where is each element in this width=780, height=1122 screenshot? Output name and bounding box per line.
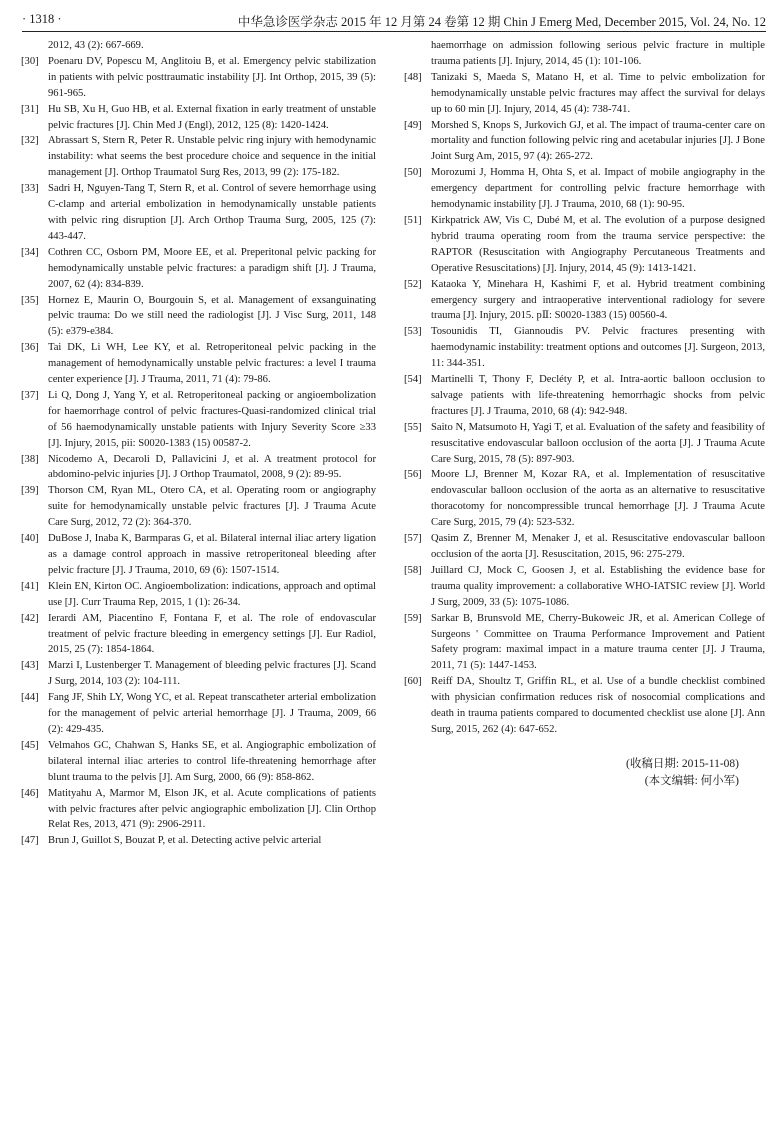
reference-number: [39]: [21, 485, 39, 497]
reference-item: [404, 563, 765, 611]
reference-item: [404, 70, 765, 118]
reference-number: [54]: [404, 374, 422, 386]
reference-continuation: haemorrhage on admission following serious pelvic fracture in multiple trauma patients [J]. Injury, 2014, 45 (1): 101-106.: [431, 40, 765, 67]
reference-text: Abrassart S, Stern R, Peter R. Unstable pelvic ring injury with hemodynamic instability: what seems the best procedure choice and sequence in the initial management [J]. Orthop Traumatol Surg Res, 2013, 99 (2): 175-182.: [48, 135, 376, 179]
reference-list: [21, 54, 376, 849]
reference-item: [21, 786, 376, 834]
reference-number: [31]: [21, 103, 39, 115]
reference-item: [404, 531, 765, 563]
reference-number: [33]: [21, 183, 39, 195]
reference-item: [21, 658, 376, 690]
reference-item: [404, 674, 765, 738]
reference-item: [404, 372, 765, 420]
reference-item: [21, 388, 376, 452]
reference-text: Moore LJ, Brenner M, Kozar RA, et al. Implementation of resuscitative endovascular balloon occlusion of the aorta as an alternative to resuscitative thoracotomy for noncompressible truncal hemorrhage [J]. J Trauma Acute Care Surg, 2015, 79 (4): 523-532.: [431, 469, 765, 529]
reference-number: [44]: [21, 692, 39, 704]
reference-number: [38]: [21, 453, 39, 465]
page-header: [22, 11, 766, 32]
reference-text: Poenaru DV, Popescu M, Anglitoiu B, et al. Emergency pelvic stabilization in patients with pelvic posttraumatic instability [J]. Int Orthop, 2015, 39 (5): 961-965.: [48, 55, 376, 99]
reference-text: Ierardi AM, Piacentino F, Fontana F, et al. The role of endovascular treatment of pelvic fracture bleeding in emergency settings [J]. Eur Radiol, 2015, 25 (7): 1854-1864.: [48, 612, 376, 656]
reference-item: [404, 118, 765, 166]
reference-text: Fang JF, Shih LY, Wong YC, et al. Repeat transcatheter arterial embolization for the management of pelvic arterial hemorrhage [J]. J Trauma, 2009, 66 (2): 429-435.: [48, 692, 376, 735]
reference-text: Juillard CJ, Mock C, Goosen J, et al. Establishing the evidence base for trauma quality improvement: a collaborative WHO-IATSIC review [J]. World J Surg, 2009, 33 (5): 1075-1086.: [431, 564, 765, 608]
reference-item: [404, 420, 765, 468]
reference-number: [47]: [21, 835, 39, 847]
reference-number: [45]: [21, 739, 39, 751]
reference-text: Tosounidis TI, Giannoudis PV. Pelvic fractures presenting with haemodynamic instability: treatment options and outcomes [J]. Surgeon, 2013, 11: 344-351.: [431, 326, 765, 370]
reference-number: [35]: [21, 294, 39, 306]
reference-text: Matityahu A, Marmor M, Elson JK, et al. Acute complications of patients with pelvic fractures after pelvic angiographic embolization [J]. Clin Orthop Relat Res, 2013, 471 (9): 2906-2911.: [48, 787, 376, 831]
reference-item: [21, 181, 376, 245]
reference-text: Marzi I, Lustenberger T. Management of bleeding pelvic fractures [J]. Scand J Surg, 2014, 103 (2): 104-111.: [48, 660, 376, 688]
reference-text: Qasim Z, Brenner M, Menaker J, et al. Resuscitative endovascular balloon occlusion of the aorta [J]. Resuscitation, 2015, 96: 275-279.: [431, 533, 765, 560]
reference-text: Li Q, Dong J, Yang Y, et al. Retroperitoneal packing or angioembolization for haemorrhage control of pelvic fractures-Quasi-randomized clinical trial of 56 haemodynamically unstable patients with Injury Severity Score ≥33 [J]. Injury, 2015, pii: S0020-1383 (15) 00587-2.: [48, 389, 376, 449]
reference-item: [21, 102, 376, 134]
reference-number: [53]: [404, 326, 422, 338]
reference-number: [56]: [404, 469, 422, 481]
reference-item: [21, 690, 376, 738]
reference-item: [404, 165, 765, 213]
reference-number: [51]: [404, 214, 422, 226]
reference-number: [40]: [21, 533, 39, 545]
right-column: [404, 38, 765, 790]
reference-text: Hornez E, Maurin O, Bourgouin S, et al. Management of exsanguinating pelvic trauma: Do we still need the radiologist [J]. J Visc Surg, 2011, 148 (5): e379-e384.: [48, 294, 376, 338]
reference-list: [404, 70, 765, 738]
reference-item: [404, 324, 765, 372]
reference-text: Brun J, Guillot S, Bouzat P, et al. Detecting active pelvic arterial: [48, 835, 322, 847]
reference-item: [21, 483, 376, 531]
reference-number: [37]: [21, 389, 39, 401]
reference-number: [48]: [404, 71, 422, 83]
reference-text: Tai DK, Li WH, Lee KY, et al. Retroperitoneal pelvic packing in the management of hemodynamically unstable pelvic fractures: a level I trauma center experience [J]. J Trauma, 2011, 71 (4): 79-86.: [48, 342, 376, 386]
reference-number: [34]: [21, 246, 39, 258]
reference-text: DuBose J, Inaba K, Barmparas G, et al. Bilateral internal iliac artery ligation as a damage control approach in massive retroperitoneal bleeding after pelvic fracture [J]. J Trauma, 2010, 69 (6): 1507-1514.: [48, 533, 376, 576]
reference-number: [36]: [21, 342, 39, 354]
reference-item: [21, 133, 376, 181]
reference-text: Kataoka Y, Minehara H, Kashimi F, et al. Hybrid treatment combining emergency surgery and intraoperative interventional radiology for severe trauma [J]. Injury, 2015. pⅡ: S0020-1383 (15) 00560-4.: [431, 278, 765, 322]
reference-text: Tanizaki S, Maeda S, Matano H, et al. Time to pelvic embolization for hemodynamically unstable pelvic fractures may affect the survival for delays up to 60 min [J]. Injury, 2014, 45 (4): 738-741.: [431, 71, 765, 115]
reference-number: [49]: [404, 119, 422, 131]
reference-item: [21, 531, 376, 579]
reference-item: [21, 245, 376, 293]
received-date: (收稿日期: 2015-11-08): [626, 757, 739, 770]
reference-number: [57]: [404, 533, 422, 545]
reference-number: [30]: [21, 55, 39, 67]
reference-text: Kirkpatrick AW, Vis C, Dubé M, et al. The evolution of a purpose designed hybrid trauma operating room from the trauma service perspective: the RAPTOR (Resuscitation with Angiography Percutaneous Treatments and Operative Resuscitations) [J]. Injury, 2014, 45 (9): 1413-1421.: [431, 214, 765, 274]
reference-number: [52]: [404, 278, 422, 290]
reference-text: Velmahos GC, Chahwan S, Hanks SE, et al. Angiographic embolization of bilateral internal iliac arteries to control life-threatening hemorrhage after blunt trauma to the pelvis [J]. Am Surg, 2000, 66 (9): 858-862.: [48, 739, 376, 783]
reference-text: Reiff DA, Shoultz T, Griffin RL, et al. Use of a bundle checklist combined with physician confirmation reduces risk of nosocomial complications and death in trauma patients compared to documented checklist use alone [J]. Ann Surg, 2015, 262 (4): 647-652.: [431, 676, 765, 735]
reference-number: [41]: [21, 580, 39, 592]
page-number: · 1318 ·: [22, 12, 62, 26]
reference-number: [46]: [21, 787, 39, 799]
reference-item: [21, 340, 376, 388]
reference-number: [32]: [21, 135, 39, 147]
reference-item: [404, 213, 765, 277]
journal-running-head: 中华急诊医学杂志 2015 年 12 月第 24 卷第 12 期 Chin J Emerg Med, December 2015, Vol. 24, No. 12: [237, 15, 766, 29]
reference-number: [59]: [404, 612, 422, 624]
reference-text: Thorson CM, Ryan ML, Otero CA, et al. Operating room or angiography suite for hemodynamically unstable pelvic fractures [J]. J Trauma Acute Care Surg, 2012, 72 (2): 364-370.: [48, 485, 376, 529]
editor-note: (本文编辑: 何小军): [644, 774, 739, 787]
reference-item: [404, 611, 765, 675]
reference-text: Nicodemo A, Decaroli D, Pallavicini J, et al. A treatment protocol for abdomino-pelvic injuries [J]. J Orthop Traumatol, 2008, 9 (2): 89-95.: [48, 453, 376, 481]
reference-item: [21, 579, 376, 611]
reference-number: [60]: [404, 676, 422, 688]
reference-item: [21, 293, 376, 341]
reference-text: Sadri H, Nguyen-Tang T, Stern R, et al. Control of severe hemorrhage using C-clamp and arterial embolization in hemodynamically unstable patients with pelvic ring disruption [J]. Arch Orthop Trauma Surg, 2005, 125 (7): 443-447.: [48, 183, 376, 242]
left-column: [21, 38, 376, 849]
reference-number: [42]: [21, 612, 39, 624]
article-footer: [404, 756, 765, 790]
reference-text: Sarkar B, Brunsvold ME, Cherry-Bukoweic JR, et al. American College of Surgeons ' Committee on Trauma Performance Improvement and Patient Safety program: maximal impact in a mature trauma center [J]. J Trauma, 2011, 71 (5): 1447-1453.: [431, 612, 765, 672]
reference-text: Saito N, Matsumoto H, Yagi T, et al. Evaluation of the safety and feasibility of resuscitative endovascular balloon occlusion of the aorta [J]. J Trauma Acute Care Surg, 2015, 78 (5): 897-903.: [431, 421, 765, 465]
reference-text: Morozumi J, Homma H, Ohta S, et al. Impact of mobile angiography in the emergency department for controlling pelvic fracture hemorrhage with hemodynamic instability [J]. J Trauma, 2010, 68 (1): 90-95.: [431, 167, 765, 211]
reference-item: [21, 833, 376, 849]
reference-item: [21, 452, 376, 484]
reference-text: Cothren CC, Osborn PM, Moore EE, et al. Preperitonal pelvic packing for hemodynamically unstable pelvic fractures: a paradigm shift [J]. J Trauma, 2007, 62 (4): 834-839.: [48, 246, 376, 290]
reference-item: [21, 611, 376, 659]
reference-number: [55]: [404, 421, 422, 433]
reference-continuation: 2012, 43 (2): 667-669.: [48, 40, 144, 51]
reference-item: [21, 738, 376, 786]
reference-number: [43]: [21, 660, 39, 672]
reference-item: [404, 467, 765, 531]
reference-text: Martinelli T, Thony F, Decléty P, et al. Intra-aortic balloon occlusion to salvage patients with life-threatening hemorrhagic shocks from pelvic fractures [J]. J Trauma, 2010, 68 (4): 942-948.: [431, 374, 765, 417]
reference-text: Morshed S, Knops S, Jurkovich GJ, et al. The impact of trauma-center care on mortality and function following pelvic ring and acetabular injuries [J]. J Bone Joint Surg Am, 2015, 97 (4): 265-272.: [431, 119, 765, 163]
reference-item: [404, 277, 765, 325]
reference-text: Hu SB, Xu H, Guo HB, et al. External fixation in early treatment of unstable pelvic fractures [J]. Chin Med J (Engl), 2012, 125 (8): 1420-1424.: [48, 103, 376, 131]
reference-item: [21, 54, 376, 102]
reference-text: Klein EN, Kirton OC. Angioembolization: indications, approach and optimal use [J]. Curr Trauma Rep, 2015, 1 (1): 26-34.: [48, 580, 376, 608]
reference-number: [58]: [404, 564, 422, 576]
reference-number: [50]: [404, 167, 422, 179]
